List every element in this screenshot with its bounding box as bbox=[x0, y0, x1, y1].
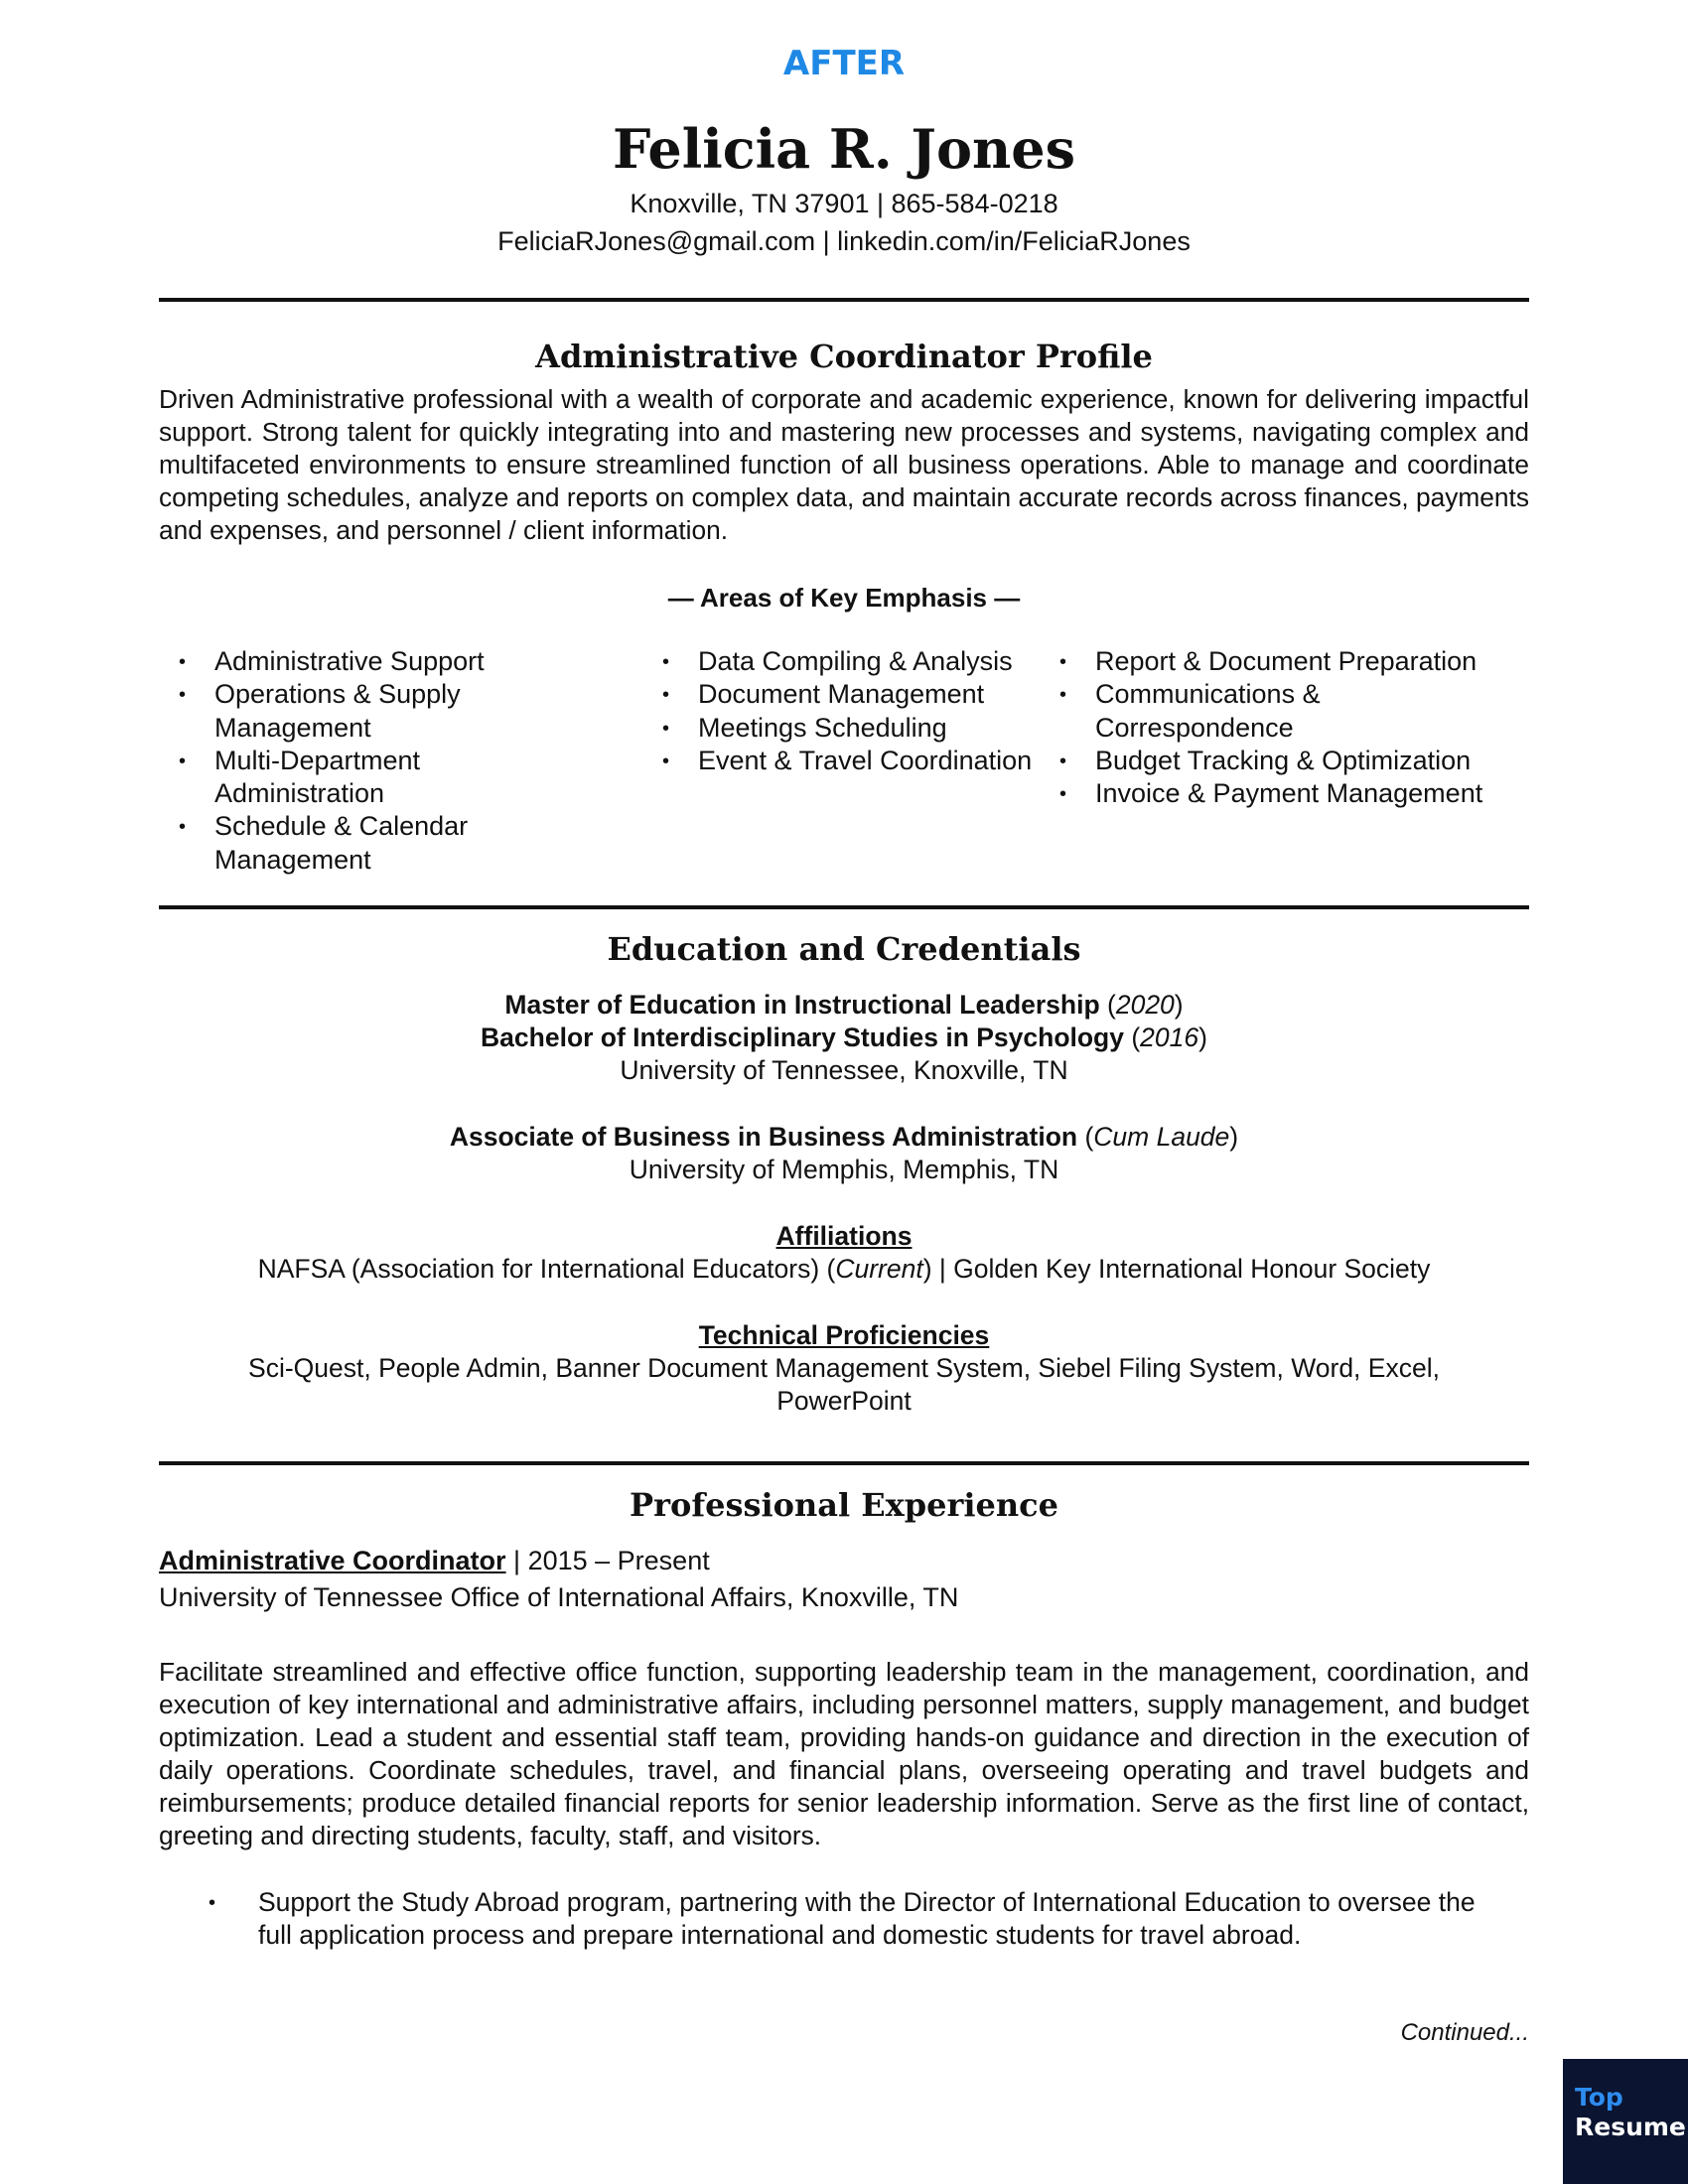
emphasis-column-2 bbox=[642, 645, 1040, 777]
affiliation-golden-key: Golden Key International Honour Society bbox=[953, 1254, 1431, 1284]
profile-summary: Driven Administrative professional with a wealth of corporate and academic experience, known for delivering impactful support. Strong talent for quickly integrating into and mastering new processes and systems, navigating complex and multifaceted environments to ensure streamlined function of all business operations. Able to manage and coordinate competing schedules, analyze and reports on complex data, and maintain accurate records across finances, payments and expenses, and personnel / client information. bbox=[159, 384, 1529, 545]
affiliations-list: NAFSA (Association for International Educators) (Current) | Golden Key International Honour Society bbox=[257, 1254, 1431, 1284]
contact-location-phone: Knoxville, TN 37901 | 865-584-0218 bbox=[630, 189, 1058, 218]
list-item: • Document Management bbox=[642, 678, 1040, 711]
job-heading: Administrative Coordinator | 2015 – Present bbox=[159, 1546, 710, 1575]
list-item: • Operations & Supply Management bbox=[159, 678, 596, 745]
job-dates: 2015 – Present bbox=[527, 1546, 710, 1575]
degree-honor: Cum Laude bbox=[1093, 1122, 1230, 1152]
degree-name: Master of Education in Instructional Leadership bbox=[504, 990, 1100, 1020]
technical-title: Technical Proficiencies bbox=[698, 1320, 990, 1350]
list-item: • Schedule & Calendar Management bbox=[159, 810, 596, 877]
degree-name: Associate of Business in Business Administration bbox=[449, 1122, 1078, 1152]
degree-year: 2020 bbox=[1115, 990, 1175, 1020]
technical-line-1: Sci-Quest, People Admin, Banner Document Management System, Siebel Filing System, Word, Excel, bbox=[248, 1353, 1440, 1383]
logo-text-resume: Resume bbox=[1575, 2113, 1686, 2141]
degree-associate: Associate of Business in Business Administration (Cum Laude) bbox=[449, 1122, 1239, 1152]
candidate-name: Felicia R. Jones bbox=[612, 117, 1075, 181]
section-divider bbox=[159, 298, 1529, 302]
list-item: • Data Compiling & Analysis bbox=[642, 645, 1040, 678]
degree-masters: Master of Education in Instructional Leadership (2020) bbox=[504, 990, 1184, 1020]
education-title: Education and Credentials bbox=[607, 930, 1081, 968]
profile-title: Administrative Coordinator Profile bbox=[535, 338, 1153, 375]
school-name: University of Tennessee, Knoxville, TN bbox=[620, 1055, 1068, 1085]
list-item: • Event & Travel Coordination bbox=[642, 745, 1040, 777]
job-title: Administrative Coordinator bbox=[159, 1546, 506, 1575]
section-divider bbox=[159, 905, 1529, 909]
job-summary: Facilitate streamlined and effective office function, supporting leadership team in the management, coordination, and execution of key international and administrative affairs, including personnel matters, supply management, and budget optimization. Lead a student and essential staff team, providing hands-on guidance and direction in the execution of daily operations. Coordinate schedules, travel, and financial plans, overseeing operating and travel budgets and reimbursements; produce detailed financial reports for senior leadership information. Serve as the first line of contact, greeting and directing students, faculty, staff, and visitors. bbox=[159, 1657, 1529, 1850]
list-item: • Report & Document Preparation bbox=[1040, 645, 1516, 678]
topresume-logo bbox=[1563, 2059, 1688, 2184]
list-item: • Meetings Scheduling bbox=[642, 712, 1040, 745]
degree-name: Bachelor of Interdisciplinary Studies in Psychology bbox=[481, 1023, 1124, 1052]
logo-text-top: Top bbox=[1575, 2083, 1623, 2112]
list-item: • Support the Study Abroad program, partnering with the Director of International Education to oversee the full application process and prepare international and domestic students for travel abroad. bbox=[203, 1886, 1483, 1953]
experience-title: Professional Experience bbox=[630, 1486, 1058, 1524]
degree-year: 2016 bbox=[1140, 1023, 1199, 1052]
list-item: • Communications & Correspondence bbox=[1040, 678, 1516, 745]
affiliations-title: Affiliations bbox=[775, 1221, 913, 1251]
section-divider bbox=[159, 1461, 1529, 1465]
degree-bachelors: Bachelor of Interdisciplinary Studies in Psychology (2016) bbox=[481, 1023, 1207, 1052]
emphasis-column-3 bbox=[1040, 645, 1516, 810]
list-item: • Administrative Support bbox=[159, 645, 596, 678]
list-item: • Invoice & Payment Management bbox=[1040, 777, 1516, 810]
affiliation-status: Current bbox=[835, 1254, 923, 1284]
emphasis-column-1 bbox=[159, 645, 596, 877]
school-name: University of Memphis, Memphis, TN bbox=[629, 1155, 1059, 1184]
continued-note: Continued... bbox=[1400, 2019, 1529, 2046]
list-item: • Budget Tracking & Optimization bbox=[1040, 745, 1516, 777]
affiliation-nafsa: NAFSA (Association for International Educators) bbox=[257, 1254, 820, 1284]
technical-line-2: PowerPoint bbox=[776, 1386, 912, 1416]
job-bullets bbox=[203, 1886, 1483, 1953]
list-item: • Multi-Department Administration bbox=[159, 745, 596, 811]
contact-email-linkedin: FeliciaRJones@gmail.com | linkedin.com/in/FeliciaRJones bbox=[497, 226, 1191, 256]
after-label: AFTER bbox=[782, 44, 906, 83]
job-organization: University of Tennessee Office of International Affairs, Knoxville, TN bbox=[159, 1582, 959, 1612]
key-emphasis-title: — Areas of Key Emphasis — bbox=[667, 583, 1021, 613]
